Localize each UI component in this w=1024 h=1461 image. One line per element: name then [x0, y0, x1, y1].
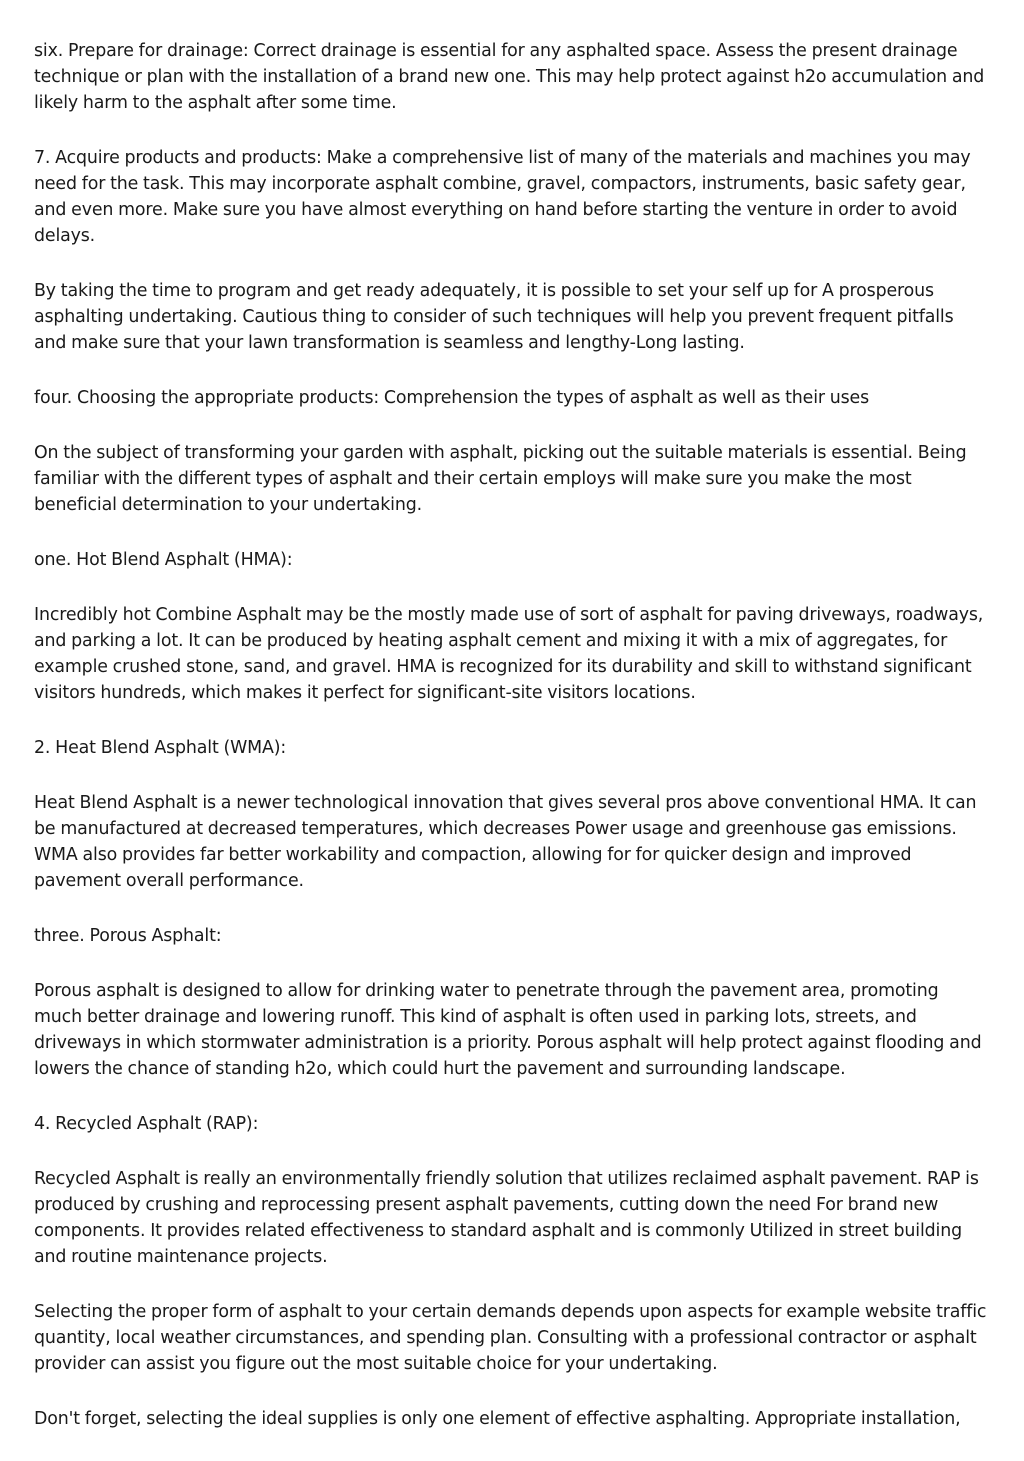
paragraph-acquire-products: 7. Acquire products and products: Make a comprehensive list of many of the materials and machines you may need for the task. This may incorporate asphalt combine, gravel, compactors, instruments, basic safety gear, and even more. Make sure you have almost everything on hand before starting the venture in order to avoid delays.: [34, 148, 971, 246]
paragraph-planning-summary: By taking the time to program and get ready adequately, it is possible to set your self up for A prosperous asphalting undertaking. Cautious thing to consider of such techniques will help you prevent frequent pitfalls and make sure that your lawn transformation is seamless and lengthy-Long lasting.: [34, 281, 954, 353]
paragraph-porous-heading: three. Porous Asphalt:: [34, 926, 222, 946]
paragraph-hma-body: Incredibly hot Combine Asphalt may be the mostly made use of sort of asphalt for paving driveways, roadways, and parking a lot. It can be produced by heating asphalt cement and mixing it with a mix of aggregates, for example crushed stone, sand, and gravel. HMA is recognized for its durability and skill to withstand significant visitors hundreds, which makes it perfect for significant-site visitors locations.: [34, 605, 984, 703]
paragraph-materials-intro: On the subject of transforming your garden with asphalt, picking out the suitable materials is essential. Being familiar with the different types of asphalt and their certain employs will make sure you make the most beneficial determination to your undertaking.: [34, 443, 967, 515]
paragraph-choosing-products: four. Choosing the appropriate products: Comprehension the types of asphalt as well as their uses: [34, 388, 869, 408]
paragraph-hma-heading: one. Hot Blend Asphalt (HMA):: [34, 550, 293, 570]
paragraph-rap-heading: 4. Recycled Asphalt (RAP):: [34, 1114, 259, 1134]
document-body: [34, 38, 990, 1461]
paragraph-wma-heading: 2. Heat Blend Asphalt (WMA):: [34, 738, 287, 758]
paragraph-rap-body: Recycled Asphalt is really an environmentally friendly solution that utilizes reclaimed asphalt pavement. RAP is produced by crushing and reprocessing present asphalt pavements, cutting down the need For brand new components. It provides related effectiveness to standard asphalt and is commonly Utilized in street building and routine maintenance projects.: [34, 1169, 979, 1267]
paragraph-closing: Don't forget, selecting the ideal supplies is only one element of effective asphalting. Appropriate installation,: [34, 1409, 961, 1429]
paragraph-wma-body: Heat Blend Asphalt is a newer technological innovation that gives several pros above conventional HMA. It can be manufactured at decreased temperatures, which decreases Power usage and greenhouse gas emissions. WMA also provides far better workability and compaction, allowing for for quicker design and improved pavement overall performance.: [34, 793, 977, 891]
paragraph-drainage: six. Prepare for drainage: Correct drainage is essential for any asphalted space. Assess the present drainage technique or plan with the installation of a brand new one. This may help protect against h2o accumulation and likely harm to the asphalt after some time.: [34, 41, 985, 113]
paragraph-porous-body: Porous asphalt is designed to allow for drinking water to penetrate through the pavement area, promoting much better drainage and lowering runoff. This kind of asphalt is often used in parking lots, streets, and driveways in which stormwater administration is a priority. Porous asphalt will help protect against flooding and lowers the chance of standing h2o, which could hurt the pavement and surrounding landscape.: [34, 981, 982, 1079]
paragraph-selection-advice: Selecting the proper form of asphalt to your certain demands depends upon aspects for example website traffic quantity, local weather circumstances, and spending plan. Consulting with a professional contractor or asphalt provider can assist you figure out the most suitable choice for your undertaking.: [34, 1302, 987, 1374]
